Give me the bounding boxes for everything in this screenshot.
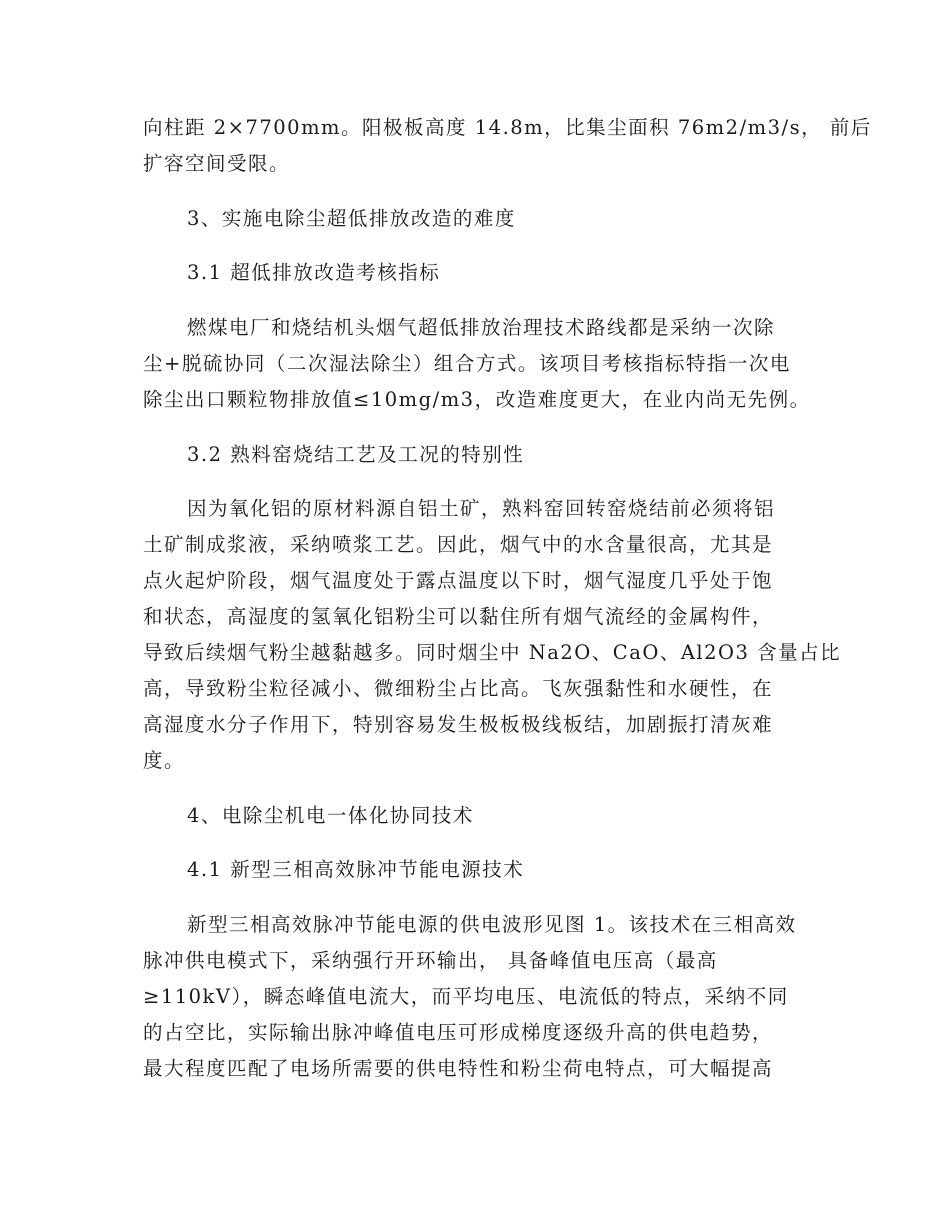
body-text-line: 最大程度匹配了电场所需要的供电特性和粉尘荷电特点，可大幅提高 xyxy=(143,1057,774,1080)
body-text-line: ≥110kV），瞬态峰值电流大，而平均电压、电流低的特点，采纳不同 xyxy=(143,985,789,1008)
subsection-heading: 3.2 熟料窑烧结工艺及工况的特别性 xyxy=(187,443,525,466)
body-text-line: 高湿度水分子作用下，特别容易发生极板极线板结，加剧振打清灰难 xyxy=(143,713,774,736)
body-text-line: 因为氧化铝的原材料源自铝土矿，熟料窑回转窑烧结前必须将铝 xyxy=(187,497,776,520)
body-text-line: 的占空比，实际输出脉冲峰值电压可形成梯度逐级升高的供电趋势， xyxy=(143,1021,774,1044)
body-text-line: 和状态，高湿度的氢氧化铝粉尘可以黏住所有烟气流经的金属构件， xyxy=(143,605,774,628)
body-text-line: 度。 xyxy=(143,749,186,772)
subsection-heading: 4.1 新型三相高效脉冲节能电源技术 xyxy=(187,858,525,881)
section-heading: 3、实施电除尘超低排放改造的难度 xyxy=(187,207,516,230)
body-text-line: 高，导致粉尘粒径减小、微细粉尘占比高。飞灰强黏性和水硬性，在 xyxy=(143,677,774,700)
body-text-line: 导致后续烟气粉尘越黏越多。同时烟尘中 Na2O、CaO、Al2O3 含量占比 xyxy=(143,641,842,664)
body-text-line: 新型三相高效脉冲节能电源的供电波形见图 1。该技术在三相高效 xyxy=(187,913,797,936)
body-text-line: 除尘出口颗粒物排放值≤10mg/m3，改造难度更大，在业内尚无先例。 xyxy=(143,388,811,411)
body-text-line: 土矿制成浆液，采纳喷浆工艺。因此，烟气中的水含量很高，尤其是 xyxy=(143,533,774,556)
body-text-line: 尘+脱硫协同（二次湿法除尘）组合方式。该项目考核指标特指一次电 xyxy=(143,352,791,375)
body-text-line: 扩容空间受限。 xyxy=(143,152,291,175)
section-heading: 4、电除尘机电一体化协同技术 xyxy=(187,804,474,827)
body-text-line: 点火起炉阶段，烟气温度处于露点温度以下时，烟气湿度几乎处于饱 xyxy=(143,569,774,592)
body-text-line: 脉冲供电模式下，采纳强行开环输出， 具备峰值电压高（最高 xyxy=(143,949,718,972)
body-text-line: 燃煤电厂和烧结机头烟气超低排放治理技术路线都是采纳一次除 xyxy=(187,316,776,339)
body-text-line: 向柱距 2×7700mm。阳极板高度 14.8m，比集尘面积 76m2/m3/s， 前后 xyxy=(143,116,872,139)
subsection-heading: 3.1 超低排放改造考核指标 xyxy=(187,261,441,284)
